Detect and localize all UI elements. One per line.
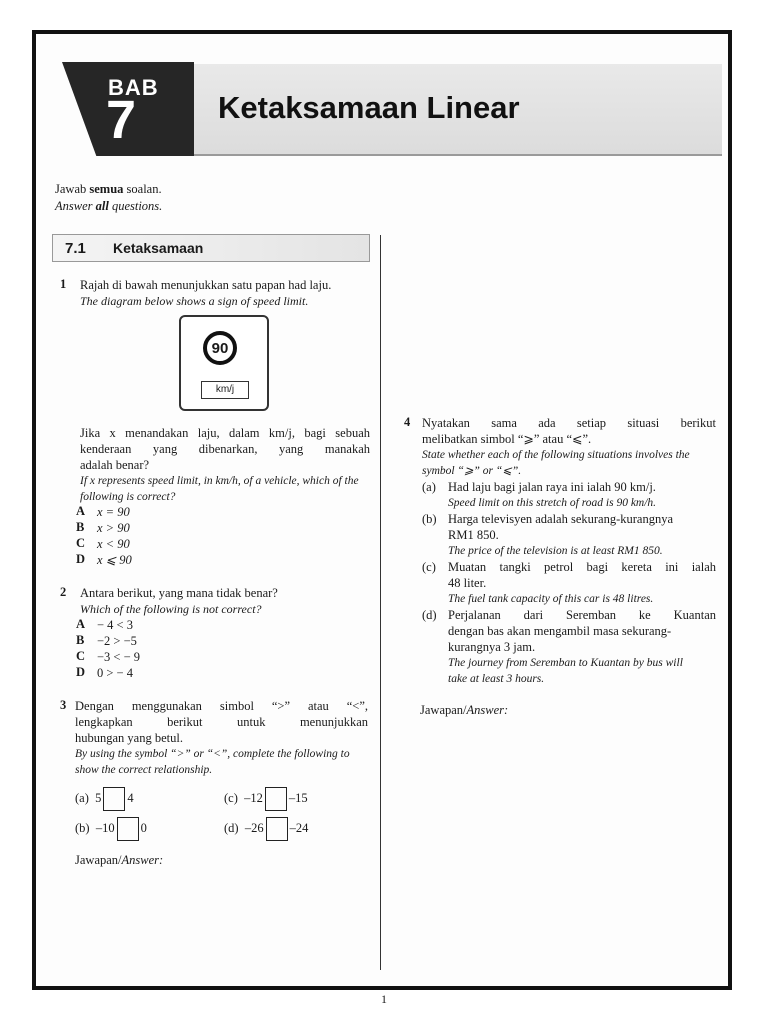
q4-part-b-malay-line-2: RM1 850. xyxy=(448,528,499,542)
section-heading xyxy=(52,234,370,262)
q3-english-line-2: show the correct relationship. xyxy=(75,764,213,776)
q4-part-d-malay-line-1: Perjalanan dari Seremban ke Kuantan xyxy=(448,608,716,622)
q2-option-text: −3 < − 9 xyxy=(97,650,141,664)
q3-answer-label: Jawapan/Answer: xyxy=(75,853,164,867)
q2-option-letter: D xyxy=(76,665,86,679)
q2-malay: Antara berikut, yang mana tidak benar? xyxy=(80,586,278,600)
bab-label: BAB xyxy=(108,75,159,100)
q1-option-letter: D xyxy=(76,552,86,566)
q4-part-a-label: (a) xyxy=(422,480,436,494)
q4-part-b-label: (b) xyxy=(422,512,437,526)
q2-option-letter: A xyxy=(76,617,86,631)
q4-english-line-1: State whether each of the following situations involves the xyxy=(422,449,690,461)
speed-limit-sign xyxy=(179,315,269,411)
q4-malay-line-2: melibatkan simbol “⩾” atau “⩽”. xyxy=(422,432,592,446)
chapter-title: Ketaksamaan Linear xyxy=(218,90,520,125)
q4-part-a-english: Speed limit on this stretch of road is 90 km/h. xyxy=(448,497,657,509)
answer-box[interactable] xyxy=(266,817,288,841)
question-2-number: 2 xyxy=(60,585,67,599)
chapter-banner xyxy=(46,62,722,158)
q4-part-c-malay-line-2: 48 liter. xyxy=(448,576,487,590)
q4-part-c-english: The fuel tank capacity of this car is 48 litres. xyxy=(448,593,654,605)
q1-option-letter: C xyxy=(76,536,86,550)
column-divider xyxy=(380,235,381,970)
section-number: 7.1 xyxy=(65,240,86,257)
q3-malay-line-1: Dengan menggunakan simbol “>” atau “<”, xyxy=(75,699,368,713)
q1-stem-malay-line-1: Jika x menandakan laju, dalam km/j, bagi sebuah xyxy=(80,426,370,440)
q1-malay: Rajah di bawah menunjukkan satu papan had laju. xyxy=(80,278,332,292)
q4-part-d-malay-line-2: dengan bas akan mengambil masa sekurang- xyxy=(448,624,672,638)
q4-part-a-malay: Had laju bagi jalan raya ini ialah 90 km/j. xyxy=(448,480,656,494)
q1-option-text: x = 90 xyxy=(97,505,130,519)
q1-option-text: x > 90 xyxy=(97,521,130,535)
answer-box[interactable] xyxy=(117,817,139,841)
speed-limit-value: 90 xyxy=(203,331,237,365)
q4-part-d-english-line-1: The journey from Seremban to Kuantan by bus will xyxy=(448,657,683,669)
answer-box[interactable] xyxy=(265,787,287,811)
q3-part-a: (a) 5 4 xyxy=(75,784,134,812)
q3-part-c: (c) –12 –15 xyxy=(224,784,308,812)
q4-part-d-label: (d) xyxy=(422,608,437,622)
chapter-number: 7 xyxy=(106,90,137,150)
answer-box[interactable] xyxy=(103,787,125,811)
q2-option-text: −2 > −5 xyxy=(97,634,137,648)
q4-part-c-malay-line-1: Muatan tangki petrol bagi kereta ini ialah xyxy=(448,560,716,574)
speed-limit-unit: km/j xyxy=(201,381,249,399)
q2-option-letter: C xyxy=(76,649,86,663)
question-3-number: 3 xyxy=(60,698,67,712)
q1-stem-english-line-1: If x represents speed limit, in km/h, of a vehicle, which of the xyxy=(80,475,359,487)
question-1-number: 1 xyxy=(60,277,67,291)
q3-english-line-1: By using the symbol “>” or “<”, complete the following to xyxy=(75,748,350,760)
q4-part-d-english-line-2: take at least 3 hours. xyxy=(448,673,545,685)
q2-option-text: 0 > − 4 xyxy=(97,666,133,680)
q3-part-d: (d) –26 –24 xyxy=(224,814,308,842)
q4-part-b-english: The price of the television is at least RM1 850. xyxy=(448,545,663,557)
instruction-english: Answer all questions. xyxy=(55,199,163,213)
q3-malay-line-3: hubungan yang betul. xyxy=(75,731,183,745)
q2-option-letter: B xyxy=(76,633,85,647)
q4-malay-line-1: Nyatakan sama ada setiap situasi berikut xyxy=(422,416,716,430)
q1-english: The diagram below shows a sign of speed limit. xyxy=(80,294,309,308)
page-number: 1 xyxy=(381,992,387,1006)
q2-english: Which of the following is not correct? xyxy=(80,602,262,616)
q4-part-b-malay-line-1: Harga televisyen adalah sekurang-kurangnya xyxy=(448,512,674,526)
q1-stem-malay-line-2: kenderaan yang dibenarkan, yang manakah xyxy=(80,442,370,456)
q3-malay-line-2: lengkapkan berikut untuk menunjukkan xyxy=(75,715,368,729)
q4-answer-label: Jawapan/Answer: xyxy=(420,703,509,717)
section-title: Ketaksamaan xyxy=(113,240,204,256)
q1-option-text: x ⩽ 90 xyxy=(97,553,132,567)
q1-option-text: x < 90 xyxy=(97,537,130,551)
q4-part-d-malay-line-3: kurangnya 3 jam. xyxy=(448,640,536,654)
q1-option-letter: B xyxy=(76,520,85,534)
q1-stem-english-line-2: following is correct? xyxy=(80,491,176,503)
q1-option-letter: A xyxy=(76,504,86,518)
q4-english-line-2: symbol “⩾” or “⩽”. xyxy=(422,465,522,477)
question-4-number: 4 xyxy=(404,415,411,429)
q4-part-c-label: (c) xyxy=(422,560,436,574)
q3-part-b: (b) –10 0 xyxy=(75,814,147,842)
q2-option-text: − 4 < 3 xyxy=(97,618,133,632)
q1-stem-malay-line-3: adalah benar? xyxy=(80,458,150,472)
instruction-malay: Jawab semua soalan. xyxy=(55,182,162,196)
